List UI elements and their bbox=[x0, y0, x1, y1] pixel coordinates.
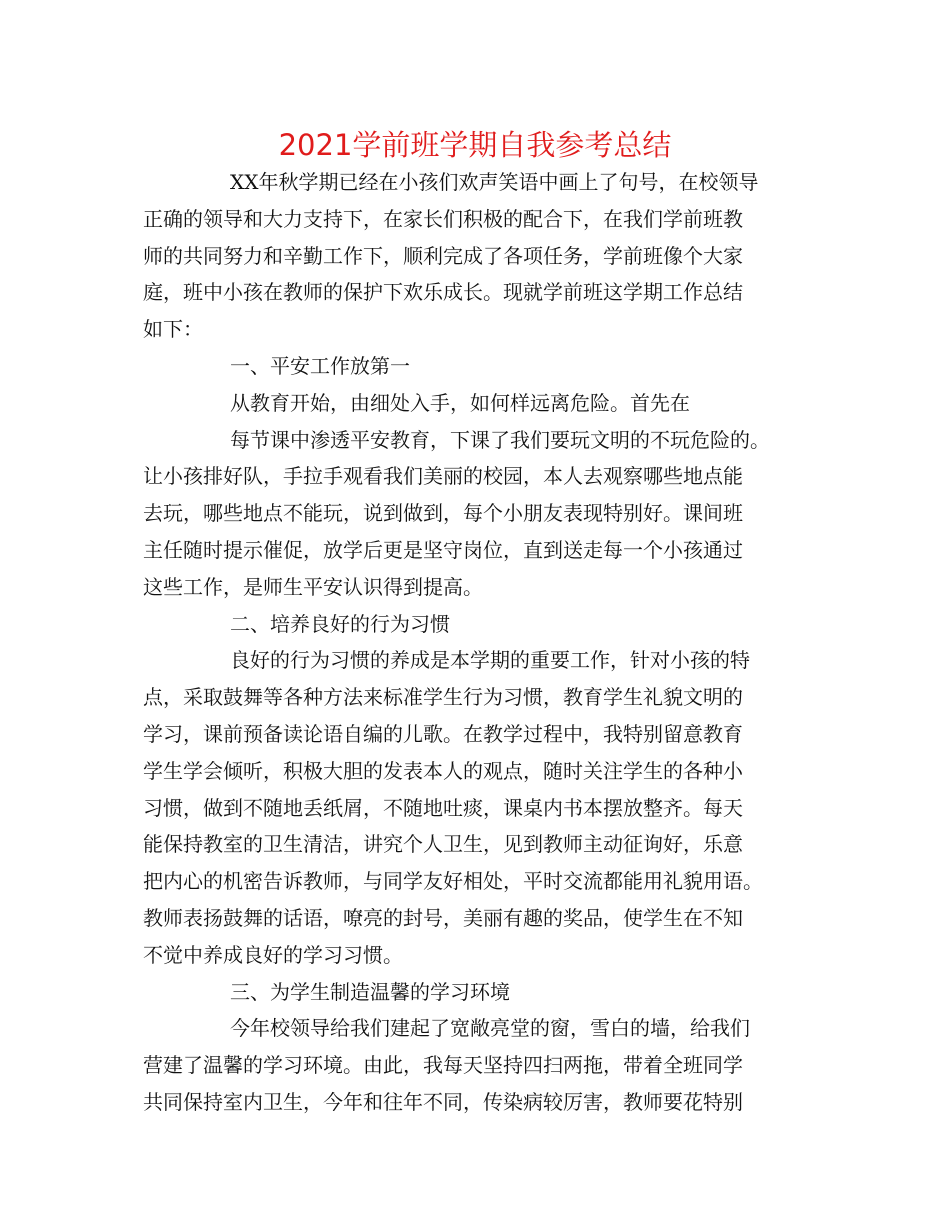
paragraph-line: 习惯，做到不随地丢纸屑，不随地吐痰，课桌内书本摆放整齐。每天 bbox=[143, 795, 743, 820]
paragraph-line: 从教育开始，由细处入手，如何样远离危险。首先在 bbox=[230, 390, 690, 415]
paragraph-line: 让小孩排好队，手拉手观看我们美丽的校园，本人去观察哪些地点能 bbox=[143, 464, 743, 489]
document-body bbox=[143, 164, 813, 1121]
paragraph-line: 庭，班中小孩在教师的保护下欢乐成长。现就学前班这学期工作总结 bbox=[143, 280, 743, 305]
paragraph-line: 正确的领导和大力支持下，在家长们积极的配合下，在我们学前班教 bbox=[143, 206, 743, 231]
paragraph-line: 学生学会倾听，积极大胆的发表本人的观点，随时关注学生的各种小 bbox=[143, 758, 743, 783]
section-heading: 一、平安工作放第一 bbox=[230, 353, 410, 378]
paragraph-line: 点，采取鼓舞等各种方法来标准学生行为习惯，教育学生礼貌文明的 bbox=[143, 685, 743, 710]
paragraph-line: 主任随时提示催促，放学后更是坚守岗位，直到送走每一个小孩通过 bbox=[143, 537, 743, 562]
paragraph-line: 教师表扬鼓舞的话语，嘹亮的封号，美丽有趣的奖品，使学生在不知 bbox=[143, 905, 743, 930]
section-heading: 二、培养良好的行为习惯 bbox=[230, 611, 450, 636]
paragraph-line: 学习，课前预备读论语自编的儿歌。在教学过程中，我特别留意教育 bbox=[143, 721, 743, 746]
paragraph-line: 能保持教室的卫生清洁，讲究个人卫生，见到教师主动征询好，乐意 bbox=[143, 832, 743, 857]
paragraph-line: 如下： bbox=[143, 317, 203, 342]
paragraph-line: 师的共同努力和辛勤工作下，顺利完成了各项任务，学前班像个大家 bbox=[143, 243, 743, 268]
paragraph-line: 今年校领导给我们建起了宽敞亮堂的窗，雪白的墙，给我们 bbox=[230, 1016, 750, 1041]
paragraph-line: 去玩，哪些地点不能玩，说到做到，每个小朋友表现特别好。课间班 bbox=[143, 501, 743, 526]
paragraph-line: 良好的行为习惯的养成是本学期的重要工作，针对小孩的特 bbox=[230, 648, 750, 673]
paragraph-line: 这些工作，是师生平安认识得到提高。 bbox=[143, 574, 483, 599]
paragraph-line: 不觉中养成良好的学习习惯。 bbox=[143, 942, 403, 967]
paragraph-line: 把内心的机密告诉教师，与同学友好相处，平时交流都能用礼貌用语。 bbox=[143, 869, 763, 894]
paragraph-line: 每节课中渗透平安教育，下课了我们要玩文明的不玩危险的。 bbox=[230, 427, 770, 452]
paragraph-line: 共同保持室内卫生，今年和往年不同，传染病较厉害，教师要花特别 bbox=[143, 1089, 743, 1114]
section-heading: 三、为学生制造温馨的学习环境 bbox=[230, 979, 510, 1004]
paragraph-line: 营建了温馨的学习环境。由此，我每天坚持四扫两拖，带着全班同学 bbox=[143, 1053, 743, 1078]
paragraph-line: XX年秋学期已经在小孩们欢声笑语中画上了句号，在校领导 bbox=[230, 170, 759, 194]
document-title: 2021学前班学期自我参考总结 bbox=[278, 128, 672, 162]
